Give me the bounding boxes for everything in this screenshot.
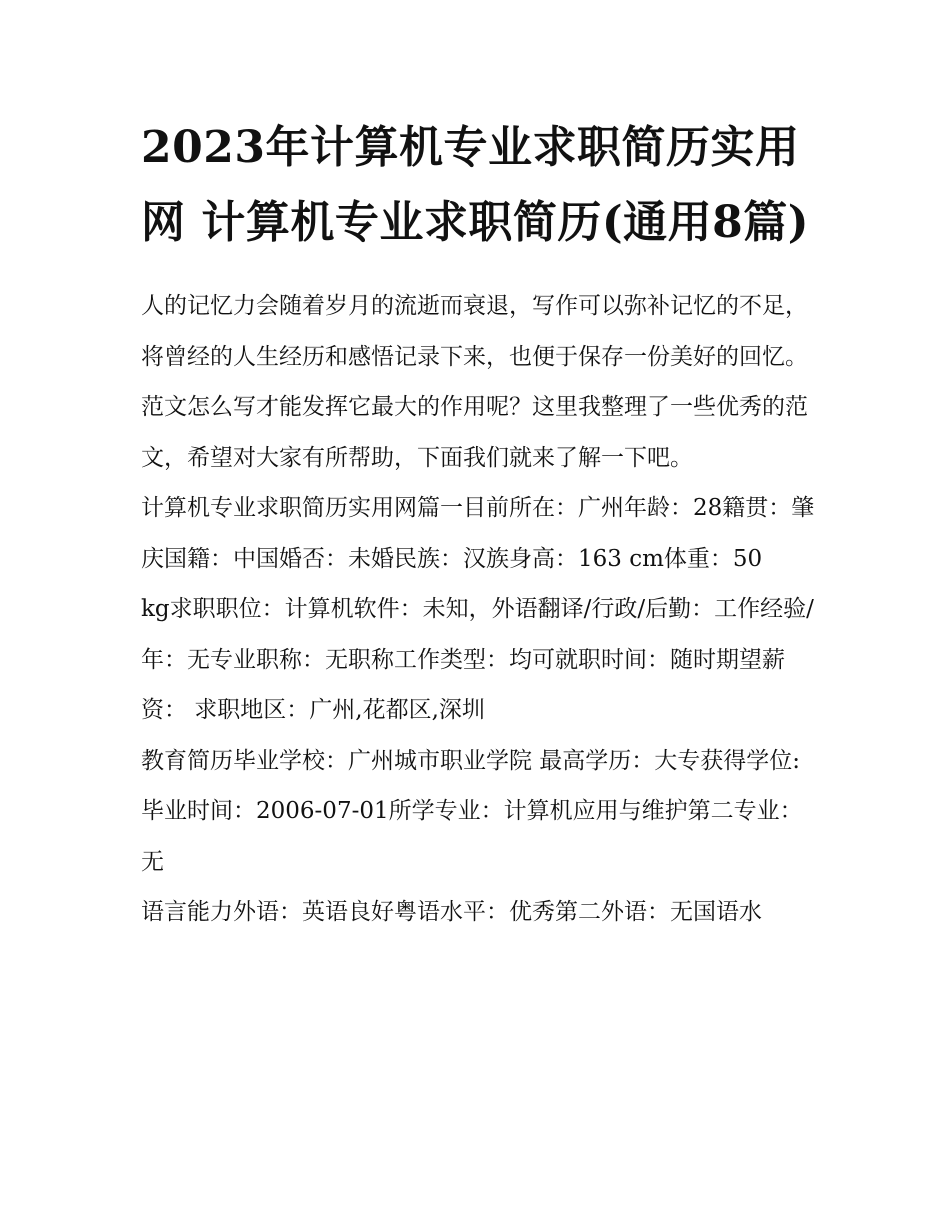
resume-basic-info-paragraph: 计算机专业求职简历实用网篇一目前所在：广州年龄：28籍贯：肇庆国籍：中国婚否：未婚民族：汉族身高：163 cm体重：50 <box>141 495 815 572</box>
document-page <box>141 110 817 938</box>
document-title: 2023年计算机专业求职简历实用网 计算机专业求职简历(通用8篇) <box>141 122 810 248</box>
job-intention-paragraph: kg求职职位：计算机软件：未知，外语翻译/行政/后勤：工作经验/年：无专业职称：无职称工作类型：均可就职时间：随时期望薪资： 求职地区：广州,花都区,深圳 <box>141 596 814 723</box>
language-ability-paragraph: 语言能力外语：英语良好粤语水平：优秀第二外语：无国语水 <box>141 899 762 925</box>
intro-paragraph: 人的记忆力会随着岁月的流逝而衰退，写作可以弥补记忆的不足，将曾经的人生经历和感悟记录下来，也便于保存一份美好的回忆。范文怎么写才能发挥它最大的作用呢？这里我整理了一些优秀的范文，希望对大家有所帮助，下面我们就来了解一下吧。 <box>141 293 808 471</box>
education-paragraph: 教育简历毕业学校：广州城市职业学院 最高学历：大专获得学位:毕业时间：2006-07-01所学专业：计算机应用与维护第二专业：无 <box>141 747 803 875</box>
